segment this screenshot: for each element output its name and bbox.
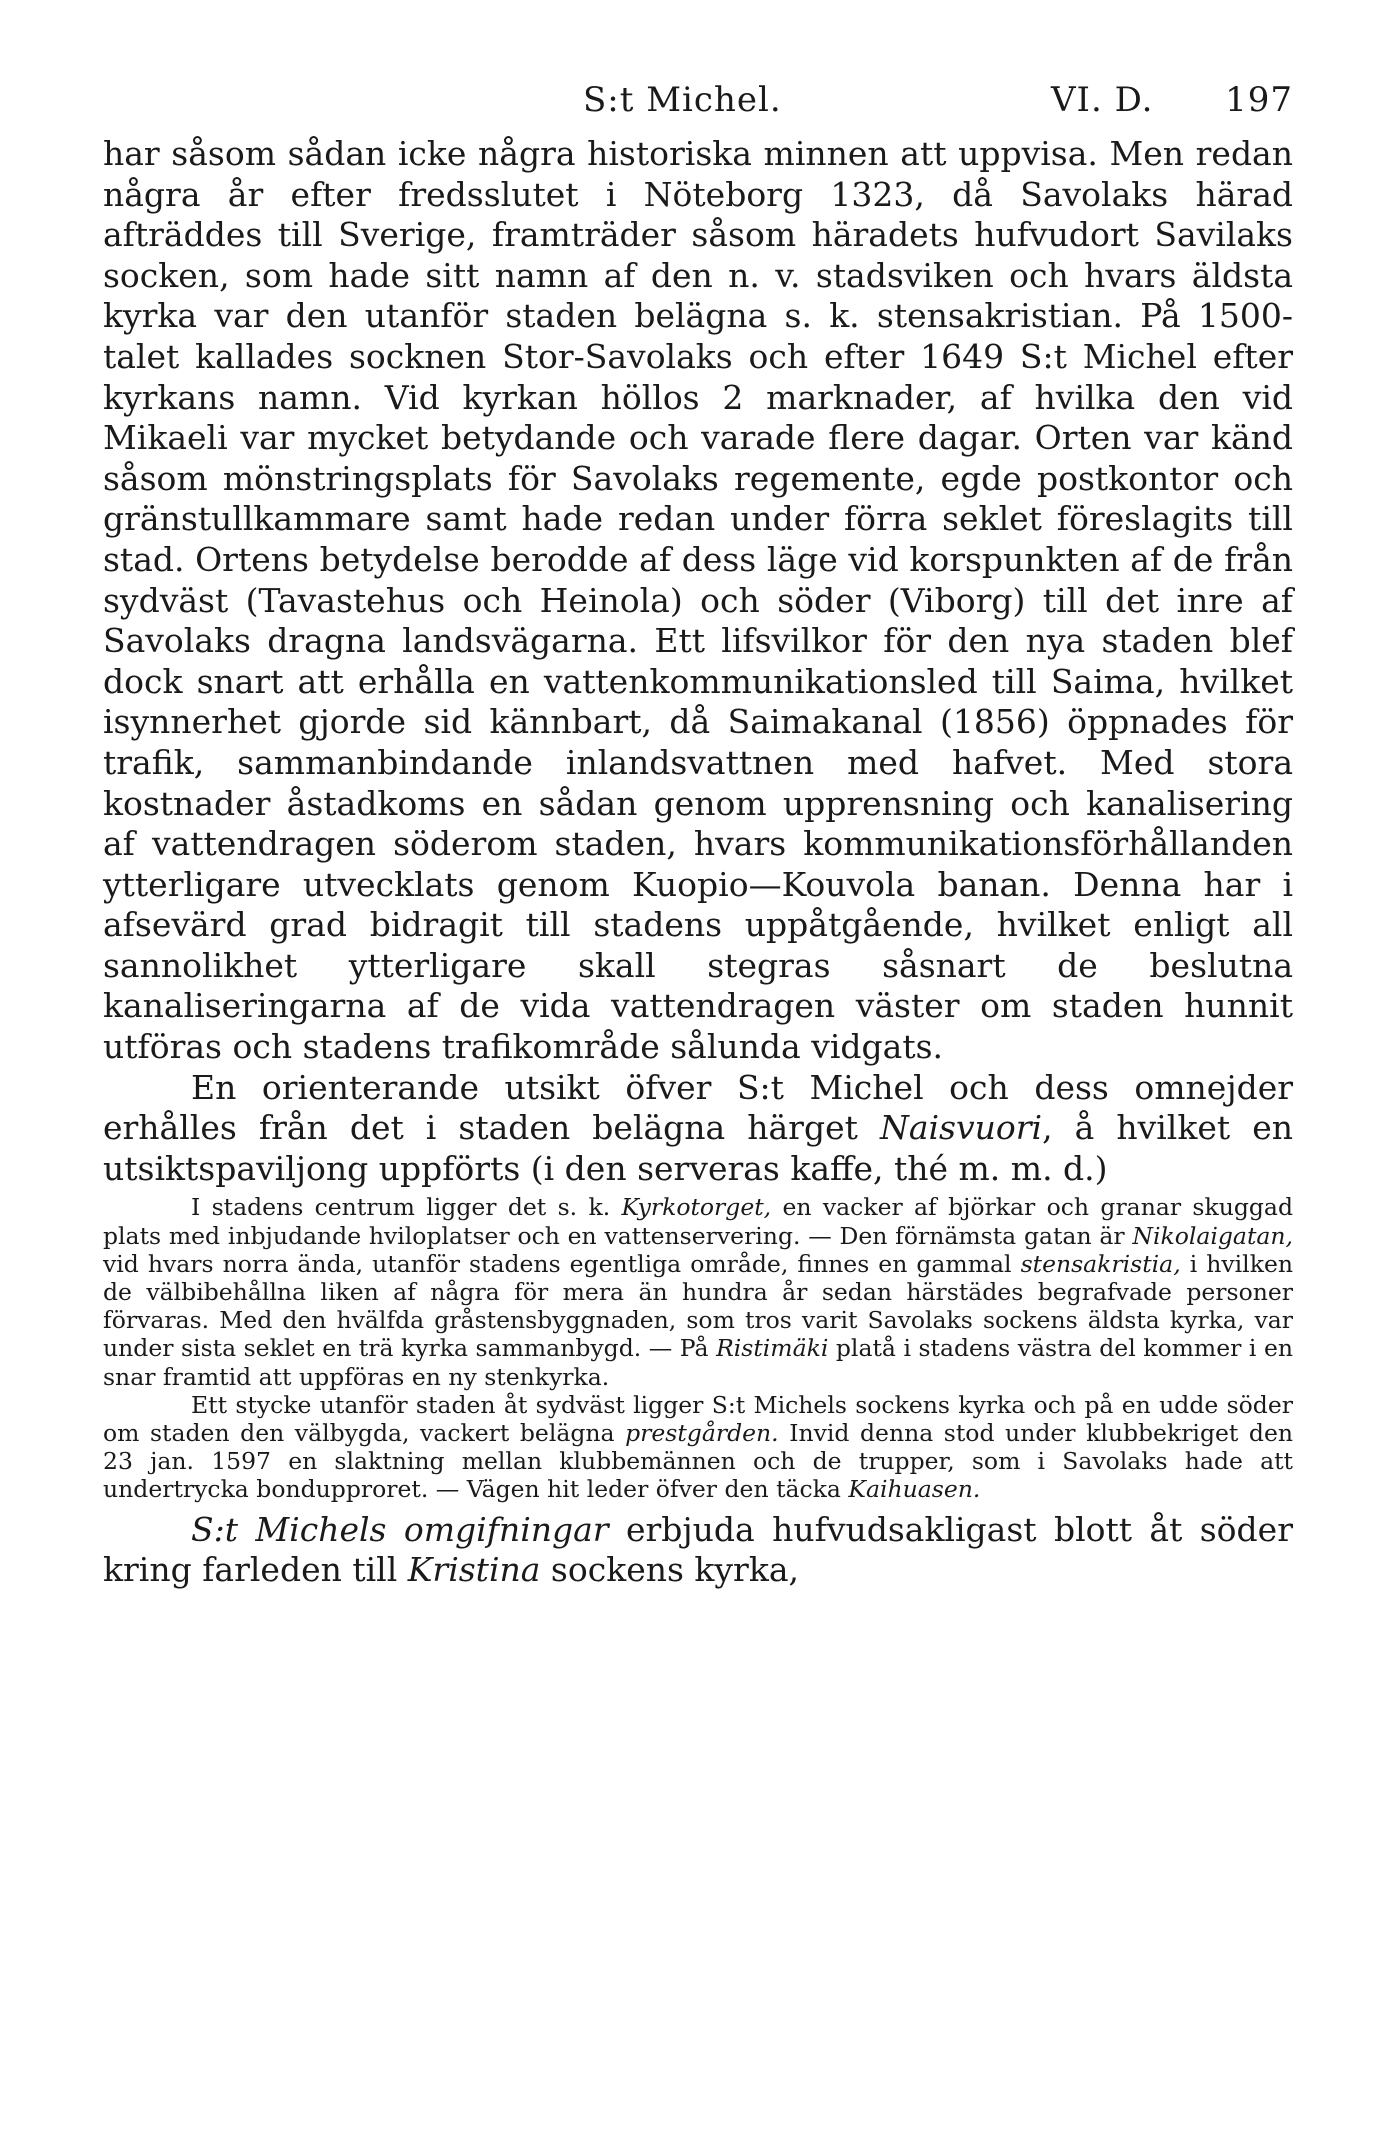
footnote-1	[103, 1193, 1293, 1390]
footnote-2-text-a: Ett stycke utanför staden åt sydväst ligger S:t Michels sockens kyrka och på en udde söder om staden den välbygda, vackert belägna	[103, 1390, 1293, 1448]
footnote-1-text-b: en vacker af björkar och granar skuggad plats med inbjudande hviloplatser och en vattenservering. — Den förnämsta gatan är	[103, 1193, 1293, 1250]
footnote-2-italic-b: Kaihuasen.	[848, 1475, 981, 1504]
footnote-2-italic-a: prestgården.	[625, 1419, 779, 1448]
naisvuori-name: Naisvuori	[879, 1108, 1043, 1148]
footnote-1-text-a: I stadens centrum ligger det s. k.	[191, 1193, 622, 1222]
footnote-1-italic-c: stensakristia,	[1020, 1249, 1181, 1278]
running-title: S:t Michel.	[583, 80, 782, 120]
section-mark: VI. D.	[1051, 80, 1154, 120]
paragraph-history: har såsom sådan icke några historiska minnen att uppvisa. Men redan några år efter fredsslutet i Nöteborg 1323, då Savolaks härad afträddes till Sverige, framträder såsom häradets hufvudort Savilaks socken, som hade sitt namn af den n. v. stadsviken och hvars äldsta kyrka var den utanför staden belägna s. k. stensakristian. På 1500-talet kallades socknen Stor-Savolaks och efter 1649 S:t Michel efter kyrkans namn. Vid kyrkan höllos 2 marknader, af hvilka den vid Mikaeli var mycket betydande och varade flere dagar. Orten var känd såsom mönstringsplats för Savolaks regemente, egde postkontor och gränstullkammare samt hade redan under förra seklet föreslagits till stad. Ortens betydelse berodde af dess läge vid korspunkten af de från sydväst (Tavastehus och Heinola) och söder (Viborg) till det inre af Savolaks dragna landsvägarna. Ett lifsvilkor för den nya staden blef dock snart att erhålla en vattenkommunikationsled till Saima, hvilket isynnerhet gjorde sid kännbart, då Saimakanal (1856) öppnades för trafik, sammanbindande inlandsvattnen med hafvet. Med stora kostnader åstadkoms en sådan genom upprensning och kanalisering af vattendragen söderom staden, hvars kommunikationsförhållanden ytterligare utvecklats genom Kuopio—Kouvola banan. Denna har i afsevärd grad bidragit till stadens uppåtgående, hvilket enligt all sannolikhet ytterligare skall stegras såsnart de beslutna kanaliseringarna af de vida vattendragen väster om staden hunnit utföras och stadens trafikområde sålunda vidgats.	[103, 134, 1293, 1067]
paragraph-viewpoint-text-a: En orienterande utsikt öfver S:t Michel och dess omnejder erhålles från det i staden belägna härget	[103, 1067, 1293, 1148]
continuation-text	[103, 1510, 1293, 1591]
footnote-2-text-b: Invid denna stod under klubbekriget den 23 jan. 1597 en slaktning mellan klubbemännen och de trupper, som i Savolaks hade att undertrycka bondupproret. — Vägen hit leder öfver den täcka	[103, 1419, 1293, 1504]
paragraph-surroundings	[103, 1510, 1293, 1591]
body-text	[103, 134, 1293, 1189]
page-number: 197	[1225, 80, 1293, 120]
footnote-1-italic-a: Kyrkotorget,	[621, 1193, 772, 1222]
footnote-1-text-e: platå i stadens västra del kommer i en snar framtid att uppföras en ny stenkyrka.	[103, 1334, 1293, 1391]
paragraph-viewpoint-text-b: , å hvilket en utsiktspaviljong uppförts (i den serveras kaffe, thé m. m. d.)	[103, 1108, 1293, 1188]
footnote-1-text-c: vid hvars norra ända, utanför stadens egentliga område, finnes en gammal	[103, 1249, 1021, 1278]
footnote-1-italic-b: Nikolaigatan,	[1132, 1221, 1293, 1250]
page-header	[103, 72, 1293, 132]
footnote-2	[103, 1391, 1293, 1504]
book-page	[103, 72, 1293, 1591]
surroundings-text-b: sockens kyrka,	[540, 1550, 799, 1590]
footnotes	[103, 1193, 1293, 1503]
surroundings-italic: S:t Michels omgifningar	[191, 1509, 609, 1549]
footnote-1-italic-d: Ristimäki	[716, 1334, 829, 1363]
surroundings-text-a: erbjuda hufvudsakligast blott åt söder kring farleden till	[103, 1509, 1293, 1590]
footnote-1-text-d: i hvilken de välbibehållna liken af några för mera än hundra år sedan härstädes begrafvade personer förvaras. Med den hvälfda gråstensbyggnaden, som tros varit Savolaks sockens äldsta kyrka, var under sista seklet en trä kyrka sammanbygd. — På	[103, 1249, 1293, 1363]
kristina-name: Kristina	[407, 1550, 541, 1590]
paragraph-viewpoint	[103, 1068, 1293, 1190]
